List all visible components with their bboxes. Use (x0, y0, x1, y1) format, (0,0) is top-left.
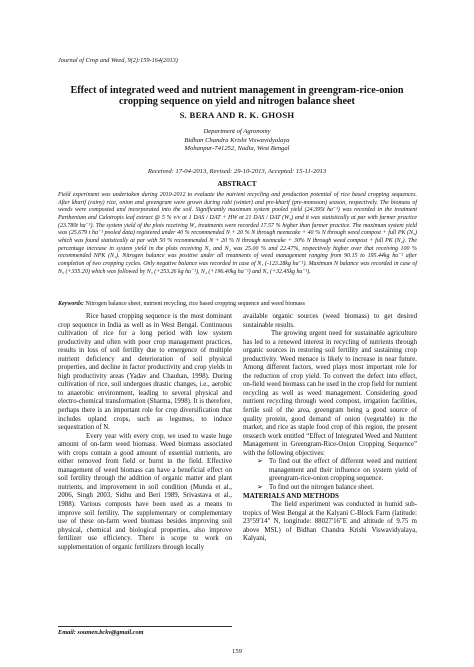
objectives-list (243, 458, 417, 492)
methods-heading: MATERIALS AND METHODS (243, 492, 339, 501)
objective-text: To find out the nitrogen balance sheet. (269, 483, 374, 491)
right-column (243, 313, 417, 544)
journal-citation: Journal of Crop and Weed, 9(2):159-164(2013) (58, 57, 178, 64)
abstract-text: Field experiment was undertaken during 2010-2012 to evaluate the nutrient recycling and production potential of rice based cropping sequences. After kharif (rainy) rice, onion and greengram were grown during rabi (winter) and pre-kharif (pre-monsoon) season, respectively. The biomass of weeds were composted and incorporated into the soil. Significantly maximum system pooled yield (24.395t ha⁻¹) was recorded in the treatment Parthenium and Calotropis leaf extract @ 5 % v/v at 1 DAS / DAT + HW at 21 DAS / DAT (W₂) and it was statistically at par with farmer practice (23.780t ha⁻¹). The system yield of the plots receiving W₂ treatments were recorded 17.57 % higher than farmer practice. The maximum system yield was (25.679 t ha⁻¹ pooled data) registered under 40 % recommended N + 20 % N through neemcake + 40 % N through weed compost + full PK (N₃) which was found statistically at par with 50 % recommended N + 20 % N through neemcake + 30% N through weed compost + full PK (N₄). The percentage increase in system yield in the plots receiving N₃ and N₄ was 25.00 % and 22.47%, respectively higher over that receiving 100 % recommended NPK (N₁). Nitrogen balance was positive under all treatments of weed management ranging from 90.15 to 195.44kg ha⁻¹ after completion of two cropping cycles. Only negative balance was recorded in case of N₁ (-123.28kg ha⁻¹). Maximum N balance was recorded in case of N₃ (+335.20) which was followed by N₃ (+253.26 kg ha⁻¹), N₄ (+196.40kg ha⁻¹) and N₅ (+32.45kg ha⁻¹). (58, 192, 417, 275)
affiliation-place: Mohanpur-741252, Nadia, West Bengal (184, 145, 290, 153)
keywords (58, 301, 417, 309)
page-number: 159 (232, 648, 242, 655)
intro-paragraph-3: The growing urgent need for sustainable agriculture has led to a renewed interest in recycling of nutrients through organic sources in restoring soil fertility and sustaining crop productivity. Weed menace is likely to increase in near future. Among different factors, weed plays most important role for the reduction of crop yield. To convert the defect into effect, on-field weed biomass can be used in the crop field for nutrient recycling as well as weed management. Considering good nutrient recycling through weed compost, irrigation facilities, fertile soil of the area, greengram being a good source of quality protein, good demand of onion (vegetable) in the market, and rice as staple food crop of this region, the present research work entitled “Effect of Integrated Weed and Nutrient Management in Greengram-Rice-Onion Cropping Sequence” with the following objectives: (243, 330, 417, 457)
left-column (58, 313, 232, 552)
bullet-arrow-icon: ➢ (257, 483, 263, 491)
affiliation-university: Bidhan Chandra Krishi Viswavidyalaya (184, 136, 290, 144)
affiliation (0, 128, 474, 154)
objective-text: To find out the effect of different weed and nutrient management and their influence on system yield of greengram-rice-onion cropping sequence. (269, 458, 417, 483)
methods-paragraph: The field experiment was conducted in humid sub-tropics of West Bengal at the Kalyani C-Block Farm (latitude: 23°59'14" N, longitude: 88027'16"E and altitude of 9.75 m above MSL) of Bidhan Chandra Krishi Viswavidyalaya, Kalyani, (243, 501, 417, 543)
objective-item (257, 484, 417, 493)
intro-paragraph-1: Rice based cropping sequence is the most dominant crop sequence in India as well as in West Bengal. Continuous cultivation of rice for a long period with low system productivity and often with poor crop management practices, results in loss of soil fertility due to emergence of multiple nutrient deficiency and deterioration of soil physical properties, and decline in factor productivity and crop yields in high productivity areas (Yadav and Chauhan, 1998). During cultivation of rice, soil undergoes drastic changes, i.e., aerobic to anaerobic environment, leading to several physical and electro-chemical transformation (Sharma, 1998). It is therefore, perhaps there is an important role for crop diversification that includes upland crops, such as legumes, to induce sequestration of N. (58, 313, 232, 432)
bullet-arrow-icon: ➢ (257, 458, 263, 466)
intro-paragraph-2: Every year with every crop, we used to waste huge amount of on-farm weed biomass. Weed biomass associated with crops contain a good amount of essential nutrients, are either removed from field or burnt in the field. Effective management of weed biomass can have a beneficial effect on soil fertility through the addition of organic matter and plant nutrients, and improvement in soil condition (Munda et al., 2006, Singh 2003, Sidhu and Beri 1989, Srivastava et al., 1988). Various composts have been used as a means to improve soil fertility. The supplementary or complementary use of these on-farm weed biomass besides improving soil physical, chemical and biological properties, also improve fertilizer use efficiency. There is scope to work on supplementation of organic fertilizers through locally (58, 432, 232, 551)
author-email: Email: soumen.bckv@gmail.com (58, 629, 144, 636)
footnote-rule (58, 626, 232, 627)
objective-item (257, 458, 417, 484)
keywords-text: Nitrogen balance sheet, nutrient recycling, rice based cropping sequence and weed biomass (85, 301, 305, 307)
manuscript-dates: Received: 17-04-2013, Revised: 29-10-2013, Accepted: 15-11-2013 (147, 168, 327, 175)
keywords-label: Keywords: (58, 301, 84, 307)
paper-title: Effect of integrated weed and nutrient management in greengram-rice-onion cropping sequence on yield and nitrogen balance sheet (70, 85, 404, 108)
affiliation-dept: Department of Agronomy (203, 128, 271, 135)
abstract-heading: ABSTRACT (217, 180, 257, 188)
intro-continuation: available organic sources (weed biomass) to get desired sustainable results. (243, 313, 417, 329)
authors: S. BERA AND R. K. GHOSH (179, 110, 295, 120)
